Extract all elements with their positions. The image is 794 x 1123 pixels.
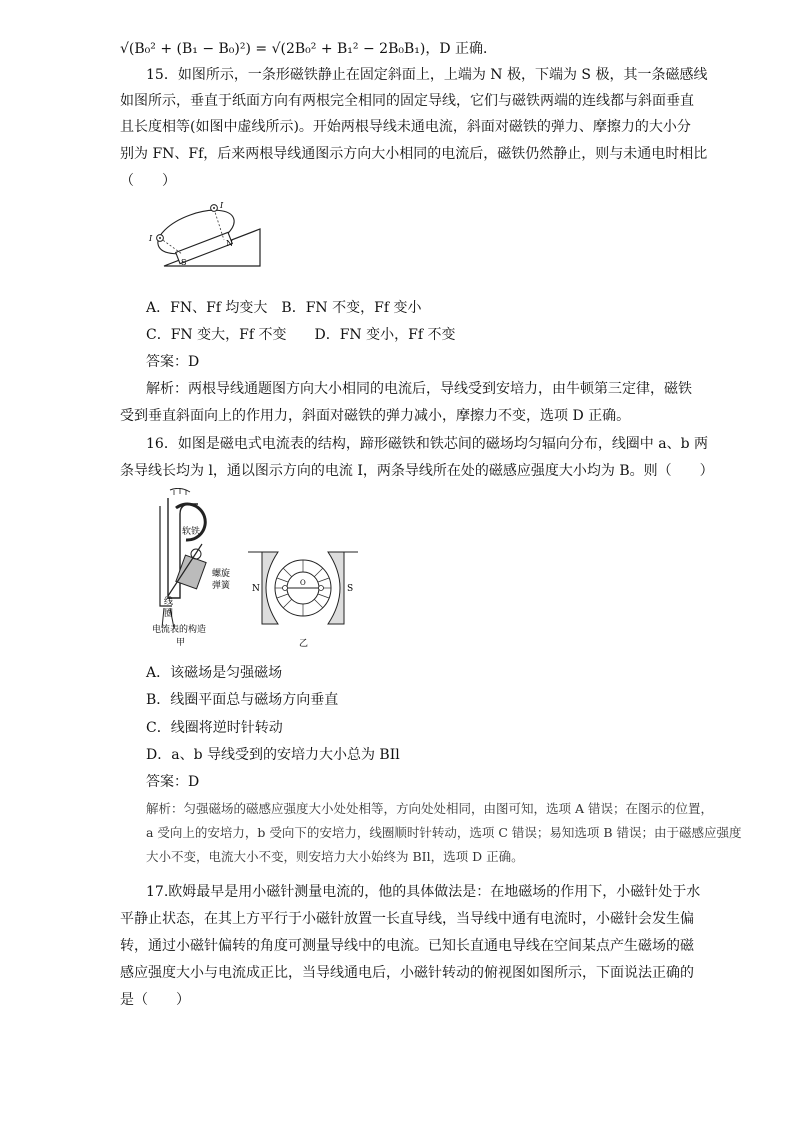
q17-stem-line-4: 感应强度大小与电流成正比，当导线通电后，小磁针转动的俯视图如图所示，下面说法正确的 <box>120 965 694 981</box>
q15-pole-s: S <box>181 258 187 267</box>
q16-pole-s: S <box>347 584 354 594</box>
q15-stem-line-5: （ ） <box>120 173 176 189</box>
q17-stem-line-2: 平静止状态，在其上方平行于小磁针放置一长直导线，当导线中通有电流时，小磁针会发生偏 <box>120 911 694 927</box>
q16-option-d: D．a、b 导线受到的安培力大小总为 BIl <box>146 747 400 763</box>
q15-stem-line-4: 别为 FN、Ff，后来两根导线通图示方向大小相同的电流后，磁铁仍然静止，则与未通电时相比 <box>120 146 708 162</box>
caption-figure-a: 甲 <box>176 638 186 648</box>
q15-figure <box>146 196 276 272</box>
q15-stem-line-1: 15．如图所示，一条形磁铁静止在固定斜面上，上端为 N 极，下端为 S 极，其一条磁感线 <box>146 67 708 83</box>
center-label: O <box>300 579 306 587</box>
radial-field-diagram <box>248 548 358 652</box>
q16-stem-line-1: 16．如图是磁电式电流表的结构，蹄形磁铁和铁芯间的磁场均匀辐向分布，线圈中 a、b 两 <box>146 436 709 452</box>
ammeter-structure-diagram <box>146 488 256 648</box>
q17-stem-line-3: 转，通过小磁针偏转的角度可测量导线中的电流。已知长直通电导线在空间某点产生磁场的磁 <box>120 938 694 954</box>
q15-label-left-current: I <box>149 234 153 243</box>
q16-figure-b <box>248 548 358 652</box>
q15-answer: 答案：D <box>146 354 200 370</box>
q15-stem-line-2: 如图所示，垂直于纸面方向有两根完全相同的固定导线，它们与磁铁两端的连线都与斜面垂直 <box>120 93 694 109</box>
caption-figure-b: 乙 <box>299 639 309 649</box>
q16-figure-a <box>146 488 256 648</box>
q16-option-c: C．线圈将逆时针转动 <box>146 720 283 736</box>
top-formula: √(B₀² + (B₁ − B₀)²) = √(2B₀² + B₁² − 2B₀B₁)，D 正确． <box>120 41 498 57</box>
wire-a-icon <box>283 586 288 591</box>
q16-analysis-line-2: a 受向上的安培力，b 受向下的安培力，线圈顺时针转动，选项 C 错误；易知选项 B 错误；由于磁感应强度 <box>146 825 742 840</box>
q15-pole-n: N <box>226 239 233 248</box>
q17-stem-line-5: 是（ ） <box>120 992 190 1008</box>
wire-b-icon <box>319 586 324 591</box>
label-spring-1: 螺旋 <box>212 569 231 579</box>
q15-label-right-current: I <box>220 201 224 210</box>
q16-option-b: B．线圈平面总与磁场方向垂直 <box>146 692 339 708</box>
q15-wire-left-icon <box>157 235 164 242</box>
caption-meter: 电流表的构造 <box>152 625 207 635</box>
q16-analysis-line-3: 大小不变，电流大小不变，则安培力大小始终为 BIl，选项 D 正确。 <box>146 849 524 864</box>
q17-stem-line-1: 17.欧姆最早是用小磁针测量电流的，他的具体做法是：在地磁场的作用下，小磁针处于水 <box>146 884 701 900</box>
label-spring-2: 弹簧 <box>212 581 231 591</box>
q15-option-cd: C．FN 变大，Ff 不变 D．FN 变小，Ff 不变 <box>146 327 456 343</box>
magnet-on-incline-diagram <box>146 196 276 272</box>
q15-analysis-line-2: 受到垂直斜面向上的作用力，斜面对磁铁的弹力减小，摩擦力不变，选项 D 正确。 <box>120 408 631 424</box>
q16-option-a: A．该磁场是匀强磁场 <box>146 665 283 681</box>
label-soft-iron: 软铁 <box>182 527 201 537</box>
q15-stem-line-3: 且长度相等(如图中虚线所示)。开始两根导线未通电流，斜面对磁铁的弹力、摩擦力的大小分 <box>120 119 691 135</box>
q15-analysis-line-1: 解析：两根导线通题图方向大小相同的电流后，导线受到安培力，由牛顿第三定律，磁铁 <box>146 381 692 397</box>
q16-answer: 答案：D <box>146 774 200 790</box>
q16-analysis-line-1: 解析：匀强磁场的磁感应强度大小处处相等，方向处处相同，由图可知，选项 A 错误；在图示的位置， <box>146 801 713 816</box>
q15-option-ab: A．FN、Ff 均变大 B．FN 不变，Ff 变小 <box>146 300 422 316</box>
label-coil-1: 线 <box>164 597 174 607</box>
q15-wire-right-icon <box>211 205 218 212</box>
q16-stem-line-2: 条导线长均为 l，通以图示方向的电流 I，两条导线所在处的磁感应强度大小均为 B。则（ ） <box>120 463 714 479</box>
label-coil-2: 圈 <box>164 609 174 619</box>
q16-pole-n: N <box>252 584 260 594</box>
